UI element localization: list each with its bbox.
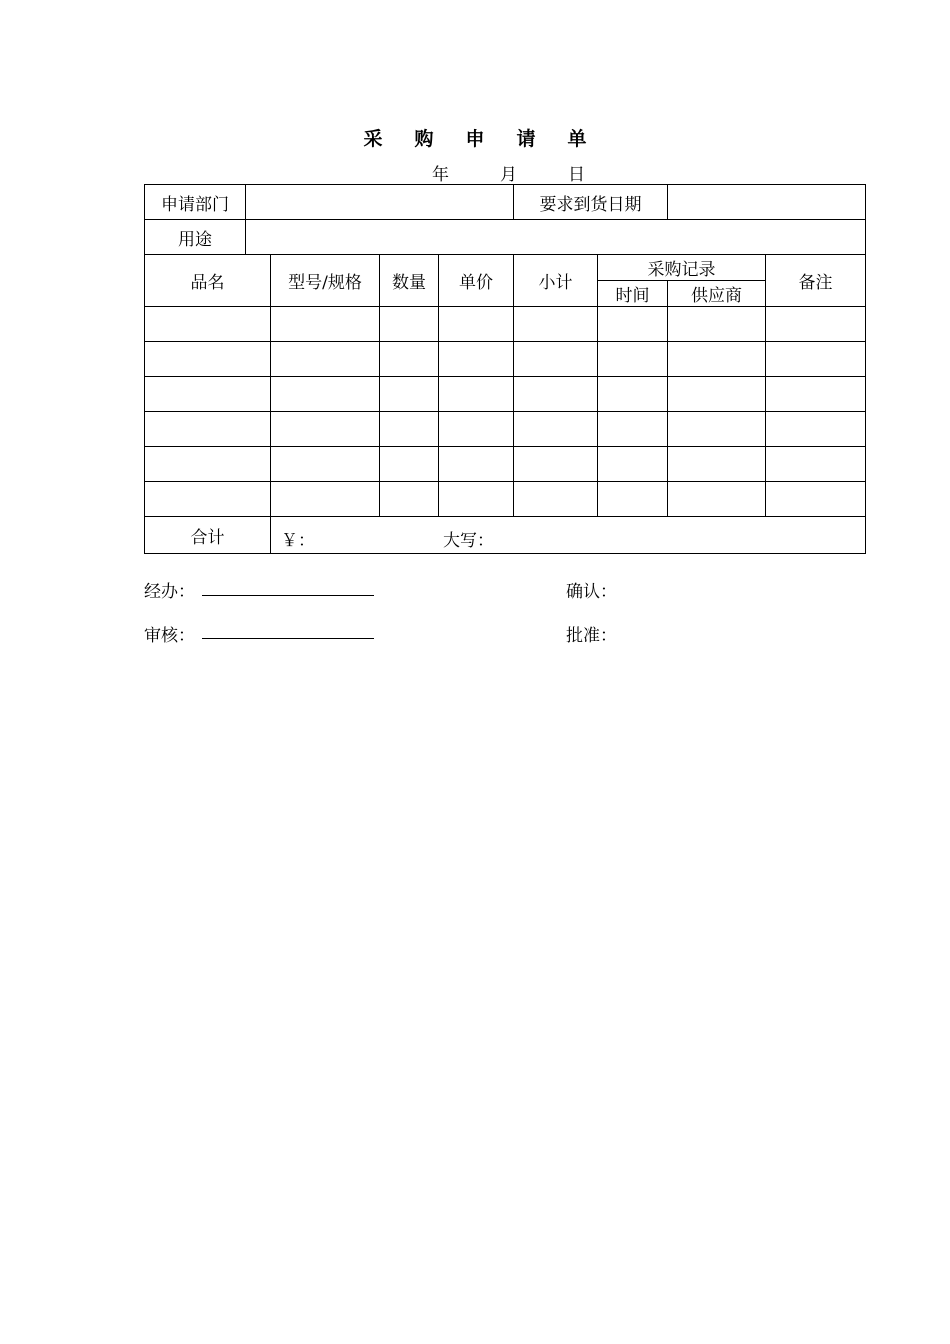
col-header-record-time: 时间	[598, 281, 668, 307]
department-field[interactable]	[246, 185, 514, 220]
cell-time[interactable]	[598, 447, 668, 482]
cell-name[interactable]	[145, 342, 271, 377]
due-date-label: 要求到货日期	[514, 185, 668, 220]
cell-note[interactable]	[766, 447, 866, 482]
capital-amount-label: 大写：	[443, 531, 494, 551]
cell-note[interactable]	[766, 342, 866, 377]
cell-price[interactable]	[439, 447, 514, 482]
title-char: 采	[363, 128, 383, 150]
cell-time[interactable]	[598, 482, 668, 517]
purpose-field[interactable]	[246, 220, 866, 255]
form-title	[0, 124, 950, 151]
table-row	[145, 342, 866, 377]
title-char: 单	[567, 128, 587, 150]
table-row	[145, 482, 866, 517]
cell-supplier[interactable]	[668, 447, 766, 482]
cell-price[interactable]	[439, 377, 514, 412]
handler-signature-line[interactable]	[202, 595, 374, 596]
cell-qty[interactable]	[380, 482, 439, 517]
handler-label: 经办：	[144, 582, 195, 602]
total-field[interactable]	[271, 517, 866, 554]
cell-model[interactable]	[271, 447, 380, 482]
table-row	[145, 447, 866, 482]
cell-price[interactable]	[439, 342, 514, 377]
cell-qty[interactable]	[380, 342, 439, 377]
cell-name[interactable]	[145, 447, 271, 482]
cell-name[interactable]	[145, 412, 271, 447]
cell-price[interactable]	[439, 307, 514, 342]
confirm-label: 确认：	[566, 582, 617, 602]
date-day-label: 日	[568, 165, 585, 185]
cell-note[interactable]	[766, 307, 866, 342]
cell-supplier[interactable]	[668, 482, 766, 517]
col-header-record: 采购记录	[598, 255, 766, 281]
cell-name[interactable]	[145, 482, 271, 517]
cell-note[interactable]	[766, 482, 866, 517]
cell-subtotal[interactable]	[514, 412, 598, 447]
cell-name[interactable]	[145, 307, 271, 342]
cell-name[interactable]	[145, 377, 271, 412]
cell-price[interactable]	[439, 482, 514, 517]
date-month-label: 月	[500, 165, 517, 185]
cell-time[interactable]	[598, 377, 668, 412]
date-line	[0, 160, 950, 184]
cell-note[interactable]	[766, 377, 866, 412]
cell-model[interactable]	[271, 377, 380, 412]
col-header-subtotal: 小计	[514, 255, 598, 307]
cell-qty[interactable]	[380, 447, 439, 482]
cell-note[interactable]	[766, 412, 866, 447]
cell-qty[interactable]	[380, 307, 439, 342]
col-header-price: 单价	[439, 255, 514, 307]
purpose-label: 用途	[145, 220, 246, 255]
cell-subtotal[interactable]	[514, 342, 598, 377]
department-label: 申请部门	[145, 185, 246, 220]
cell-time[interactable]	[598, 307, 668, 342]
col-header-qty: 数量	[380, 255, 439, 307]
cell-model[interactable]	[271, 342, 380, 377]
cell-subtotal[interactable]	[514, 307, 598, 342]
table-row	[145, 307, 866, 342]
total-label: 合计	[145, 517, 271, 554]
cell-supplier[interactable]	[668, 307, 766, 342]
col-header-name: 品名	[145, 255, 271, 307]
cell-time[interactable]	[598, 342, 668, 377]
col-header-note: 备注	[766, 255, 866, 307]
col-header-model: 型号/规格	[271, 255, 380, 307]
cell-qty[interactable]	[380, 412, 439, 447]
cell-model[interactable]	[271, 307, 380, 342]
cell-model[interactable]	[271, 482, 380, 517]
cell-subtotal[interactable]	[514, 447, 598, 482]
yuan-label: ￥：	[281, 531, 315, 551]
cell-supplier[interactable]	[668, 377, 766, 412]
title-char: 购	[414, 128, 434, 150]
review-signature-line[interactable]	[202, 638, 374, 639]
cell-subtotal[interactable]	[514, 482, 598, 517]
table-row	[145, 377, 866, 412]
date-year-label: 年	[432, 165, 449, 185]
title-char: 申	[465, 128, 485, 150]
table-row	[145, 412, 866, 447]
cell-subtotal[interactable]	[514, 377, 598, 412]
review-label: 审核：	[144, 626, 195, 646]
approve-label: 批准：	[566, 626, 617, 646]
cell-qty[interactable]	[380, 377, 439, 412]
cell-supplier[interactable]	[668, 412, 766, 447]
title-char: 请	[516, 128, 536, 150]
cell-model[interactable]	[271, 412, 380, 447]
cell-price[interactable]	[439, 412, 514, 447]
cell-time[interactable]	[598, 412, 668, 447]
cell-supplier[interactable]	[668, 342, 766, 377]
purchase-request-table	[144, 184, 866, 554]
col-header-record-supplier: 供应商	[668, 281, 766, 307]
due-date-field[interactable]	[668, 185, 866, 220]
